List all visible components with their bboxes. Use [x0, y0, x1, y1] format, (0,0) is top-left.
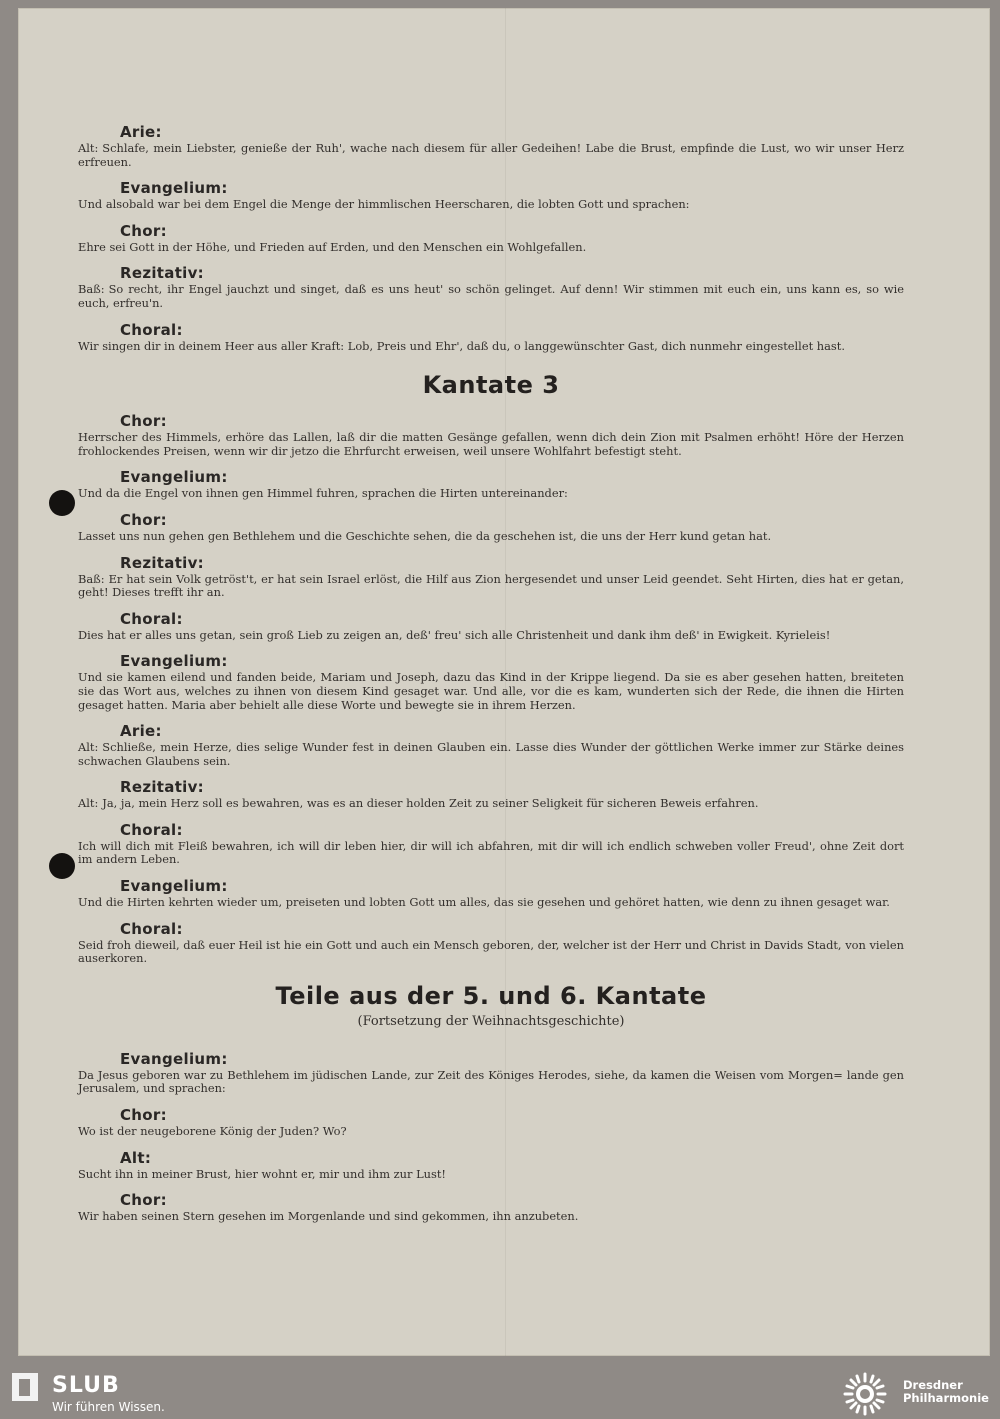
- section-text: Alt: Schließe, mein Herze, dies selige Wunder fest in deinen Glauben ein. Lasse dies Wunder der göttlichen Werke immer zur Stärke deines schwachen Glaubens sein.: [78, 740, 904, 768]
- section-heading: Evangelium:: [120, 179, 228, 198]
- section-text: Dies hat er alles uns getan, sein groß Lieb zu zeigen an, deß' freu' sich alle Christenheit und dank ihm deß' in Ewigkeit. Kyrieleis!: [78, 627, 831, 642]
- section-block: [78, 1047, 904, 1096]
- section-heading: Choral:: [120, 609, 183, 628]
- program-text: [78, 120, 904, 1231]
- section-block: [78, 551, 904, 600]
- library-slogan: Wir führen Wissen.: [52, 1400, 165, 1414]
- punch-hole-top: [49, 490, 75, 516]
- section-block: [78, 719, 904, 768]
- punch-hole-bottom: [49, 853, 75, 879]
- section-heading: Chor:: [120, 221, 167, 240]
- section-heading: Rezitativ:: [120, 553, 204, 572]
- library-name[interactable]: SLUB: [52, 1373, 120, 1398]
- section-heading: Rezitativ:: [120, 264, 204, 283]
- section-block: [78, 1188, 904, 1224]
- section-heading: Chor:: [120, 1191, 167, 1210]
- section-heading: Arie:: [120, 722, 162, 741]
- section-heading: Choral:: [120, 320, 183, 339]
- section-block: [78, 649, 904, 712]
- section-block: [78, 775, 904, 811]
- section-block: [78, 508, 904, 544]
- section-heading: Arie:: [120, 123, 162, 141]
- partner-name: Dresdner Philharmonie: [903, 1378, 989, 1405]
- section-block: [78, 219, 904, 255]
- section-block: [78, 1103, 904, 1139]
- section-heading: Evangelium:: [120, 877, 228, 896]
- speaker-label: Alt:: [78, 141, 99, 155]
- section-text: Lasset uns nun gehen gen Bethlehem und die Geschichte sehen, die da geschehen ist, die uns der Herr kund getan hat.: [78, 528, 772, 543]
- philharmonie-logo-icon[interactable]: [843, 1372, 887, 1416]
- section-heading: Chor:: [120, 412, 167, 431]
- section-block: [78, 318, 904, 354]
- speaker-label: Baß:: [78, 571, 105, 586]
- section-block: [78, 176, 904, 212]
- section-block: [78, 1146, 904, 1182]
- section-text: Herrscher des Himmels, erhöre das Lallen, laß dir die matten Gesänge gefallen, wenn dich dein Zion mit Psalmen erhöht! Höre der Herzen frohlockendes Preisen, wenn wir dir jetzo die Ehrfurcht erweisen, weil unsere Wohlfahrt befestigt steht.: [78, 430, 904, 458]
- section-heading: Chor:: [120, 1106, 167, 1125]
- section-block: [78, 261, 904, 310]
- section-block: [78, 465, 904, 501]
- slub-logo-icon[interactable]: [12, 1373, 38, 1401]
- section-heading: Evangelium:: [120, 1049, 228, 1068]
- section-heading: Rezitativ:: [120, 778, 204, 797]
- section-text: Seid froh dieweil, daß euer Heil ist hie ein Gott und auch ein Mensch geboren, der, welcher ist der Herr und Christ in Davids Stadt, von vielen auserkoren.: [78, 937, 904, 966]
- section-text: Ich will dich mit Fleiß bewahren, ich will dir leben hier, dir will ich abfahren, mit dir will ich endlich schweben voller Freud', ohne Zeit dort im andern Leben.: [78, 838, 904, 867]
- section-text: Alt: Schlafe, mein Liebster, genieße der Ruh', wache nach diesem für aller Gedeihen! Labe die Brust, empfinde die Lust, wo wir unser Herz erfreuen.: [78, 141, 904, 169]
- section-heading: Evangelium:: [120, 652, 228, 671]
- cantata-5-6-subtitle: (Fortsetzung der Weihnachtsgeschichte): [357, 1013, 625, 1029]
- speaker-label: Baß:: [78, 282, 105, 297]
- section-text: Baß: Er hat sein Volk getröst't, er hat sein Israel erlöst, die Hilf aus Zion hergesendet und unser Leid geendet. Seht Hirten, dies hat er getan, geht! Dieses trefft ihr an.: [78, 571, 904, 600]
- section-text: Und sie kamen eilend und fanden beide, Mariam und Joseph, dazu das Kind in der Krippe liegend. Da sie es aber gesehen hatten, breiteten sie das Wort aus, welches zu ihnen von diesem Kind gesaget war. Und alle, vor die es kam, wunderten sich der Rede, die ihnen die Hirten gesaget hatten. Maria aber behielt alle diese Worte und bewegte sie in ihrem Herzen.: [78, 670, 904, 712]
- section-text: Wir singen dir in deinem Heer aus aller Kraft: Lob, Preis und Ehr', daß du, o langgewünschter Gast, dich nunmehr eingestellet hast.: [78, 338, 845, 353]
- section-block: [78, 409, 904, 458]
- section-block: [78, 874, 904, 910]
- viewer-footer: [0, 1367, 1000, 1419]
- section-text: Und da die Engel von ihnen gen Himmel fuhren, sprachen die Hirten untereinander:: [78, 486, 568, 501]
- section-block: [78, 917, 904, 966]
- section-text: Ehre sei Gott in der Höhe, und Frieden auf Erden, und den Menschen ein Wohlgefallen.: [78, 239, 587, 254]
- cantata-5-6-title: Teile aus der 5. und 6. Kantate: [275, 981, 707, 1010]
- section-heading: Choral:: [120, 820, 183, 839]
- section-text: Alt: Ja, ja, mein Herz soll es bewahren, was es an dieser holden Zeit zu seiner Seligkeit für sicheren Beweis erfahren.: [78, 796, 759, 811]
- section-heading: Alt:: [120, 1148, 152, 1167]
- section-text: Baß: So recht, ihr Engel jauchzt und singet, daß es uns heut' so schön gelinget. Auf denn! Wir stimmen mit euch ein, uns kann es, so wie euch, erfreu'n.: [78, 282, 904, 310]
- section-text: Wo ist der neugeborene König der Juden? Wo?: [78, 1124, 347, 1139]
- section-heading: Choral:: [120, 919, 183, 938]
- section-block-arie: [78, 120, 904, 169]
- section-block: [78, 818, 904, 867]
- section-heading: Evangelium:: [120, 468, 228, 487]
- section-text: Und die Hirten kehrten wieder um, preiseten und lobten Gott um alles, das sie gesehen und gehöret hatten, wie denn zu ihnen gesaget war.: [78, 895, 890, 910]
- section-text: Sucht ihn in meiner Brust, hier wohnt er, mir und ihm zur Lust!: [78, 1166, 446, 1181]
- section-text: Und alsobald war bei dem Engel die Menge der himmlischen Heerscharen, die lobten Gott und sprachen:: [78, 197, 690, 212]
- section-text: Da Jesus geboren war zu Bethlehem im jüdischen Lande, zur Zeit des Königes Herodes, siehe, da kamen die Weisen vom Morgen= lande gen Jerusalem, und sprachen:: [78, 1067, 904, 1096]
- section-text: Wir haben seinen Stern gesehen im Morgenlande und sind gekommen, ihn anzubeten.: [78, 1209, 579, 1224]
- section-block: [78, 607, 904, 643]
- speaker-label: Alt:: [78, 740, 99, 755]
- speaker-label: Alt:: [78, 796, 99, 811]
- cantata-3-title: Kantate 3: [422, 371, 560, 400]
- section-heading: Chor:: [120, 510, 167, 529]
